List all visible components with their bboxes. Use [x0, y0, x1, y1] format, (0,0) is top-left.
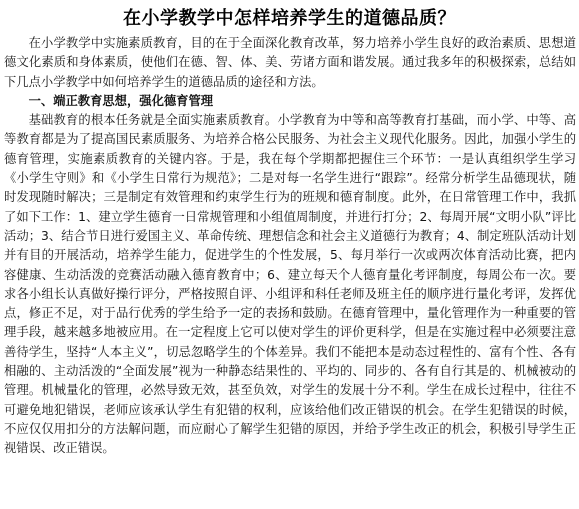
document-title: 在小学教学中怎样培养学生的道德品质？ [123, 8, 456, 29]
section-body-paragraph: 基础教育的根本任务就是全面实施素质教育。小学教育为中等和高等教育打基础，而小学、中等、高等教育都是为了提高国民素质服务、为培养合格公民服务、为社会主义现代化服务。因此，加强小学生的德育管理，实施素质教育的关键内容。于是，我在每个学期都把握住三个环节：一是认真组织学生学习《小学生守则》和《小学生日常行为规范》；二是对每一名学生进行“跟踪”。经常分析学生品德现状，随时发现随时解决；三是制定有效管理和约束学生行为的班规和德育制度。此外，在日常管理工作中，我抓了如下工作：1、建立学生德育一日常规管理和小组值周制度，并进行打分；2、每周开展“文明小队”评比活动；3、结合节日进行爱国主义、革命传统、理想信念和社会主义道德行为教育；4、制定班队活动计划并有目的开展活动，培养学生能力，促进学生的个性发展，5、每月举行一次或两次体育活动比赛，把内容健康、生动活泼的竞赛活动融入德育教育中；6、建立每天个人德育量化考评制度，每周公布一次。要求各小组长认真做好操行评分，严格按照自评、小组评和科任老师及班主任的顺序进行量化考评，发挥优点，修正不足，对于品行优秀的学生给予一定的表扬和鼓励。在德育管理中，量化管理作为一种重要的管理手段，越来越多地被应用。在一定程度上它可以使对学生的评价更科学，但是在实施过程中必须要注意善待学生，坚持“人本主义”，切忌忽略学生的个体差异。我们不能把本是动态过程性的、富有个性、各有相融的、主动活泼的“全面发展”视为一种静态结果性的、平均的、同步的、各有自行其是的、机械被动的管理。机械量化的管理，必然导致无效，甚至负效，对学生的发展十分不利。学生在成长过程中，往往不可避免地犯错误，老师应该承认学生有犯错的权利，应该给他们改正错误的机会。在学生犯错误的时候，不应仅仅用扣分的方法解问题，而应耐心了解学生犯错的原因，并给予学生改正的机会，积极引导学生正视错误、改正错误。 [4, 113, 576, 456]
section-heading: 一、端正教育思想，强化德育管理 [28, 93, 214, 108]
intro-paragraph: 在小学教学中实施素质教育，目的在于全面深化教育改革，努力培养小学生良好的政治素质、思想道德文化素质和身体素质，使他们在德、智、体、美、劳诸方面和谐发展。通过我多年的积极探索，总结如下几点小学教学中如何培养学生的道德品质的途径和方法。 [4, 36, 576, 89]
